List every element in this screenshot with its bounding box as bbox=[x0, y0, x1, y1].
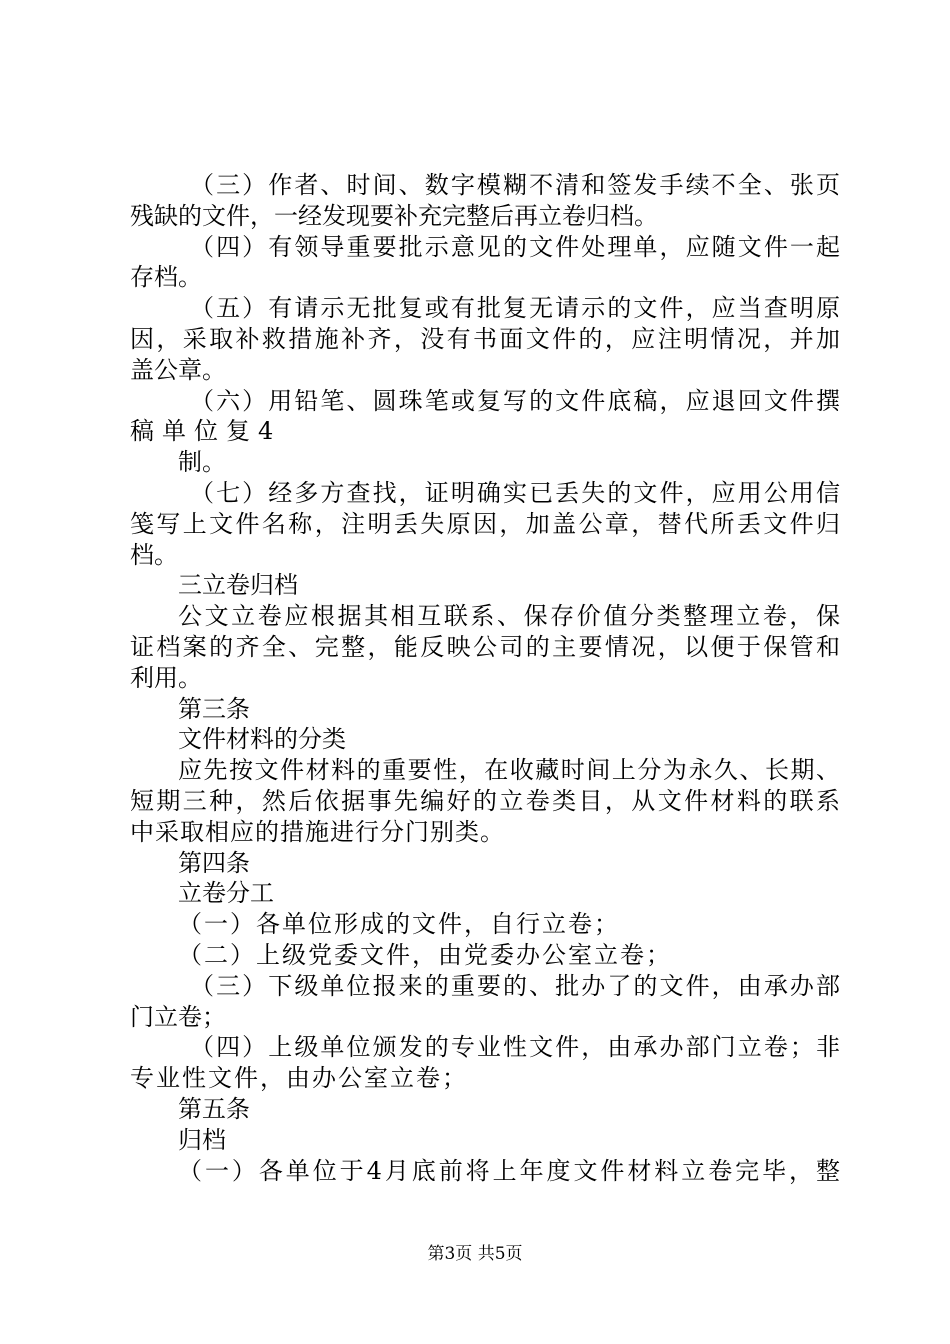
page-number-label: 第3页 共5页 bbox=[427, 1244, 523, 1264]
paragraph-line: （五）有请示无批复或有批复无请示的文件，应当查明原 bbox=[190, 294, 840, 323]
paragraph-line: 门立卷； bbox=[130, 1002, 226, 1031]
paragraph-line: 残缺的文件，一经发现要补充完整后再立卷归档。 bbox=[130, 201, 658, 230]
list-item: （二）上级党委文件，由党委办公室立卷； bbox=[178, 940, 672, 969]
document-body bbox=[130, 170, 840, 1186]
paragraph-line: 证档案的齐全、完整，能反映公司的主要情况，以便于保管和 bbox=[130, 632, 840, 661]
paragraph-line: 档。 bbox=[130, 540, 178, 569]
list-item: （一）各单位于4月底前将上年度文件材料立卷完毕，整 bbox=[178, 1156, 840, 1185]
paragraph-line: （四）有领导重要批示意见的文件处理单，应随文件一起 bbox=[190, 232, 840, 261]
paragraph-line: 应先按文件材料的重要性，在收藏时间上分为永久、长期、 bbox=[178, 756, 840, 785]
paragraph-line: 公文立卷应根据其相互联系、保存价值分类整理立卷，保 bbox=[178, 602, 840, 631]
article-heading: 第五条 bbox=[178, 1094, 250, 1123]
paragraph-line: 利用。 bbox=[130, 663, 202, 692]
list-item: （三）下级单位报来的重要的、批办了的文件，由承办部 bbox=[190, 971, 840, 1000]
paragraph-line: 笺写上文件名称，注明丢失原因，加盖公章，替代所丢文件归 bbox=[130, 509, 840, 538]
page-footer bbox=[0, 1242, 950, 1266]
article-title: 文件材料的分类 bbox=[178, 725, 346, 754]
list-item: （一）各单位形成的文件，自行立卷； bbox=[178, 910, 620, 939]
section-heading: 三立卷归档 bbox=[178, 571, 298, 600]
paragraph-line: 专业性文件，由办公室立卷； bbox=[130, 1064, 468, 1093]
article-title: 归档 bbox=[178, 1125, 226, 1154]
article-heading: 第三条 bbox=[178, 694, 250, 723]
paragraph-line: 存档。 bbox=[130, 263, 202, 292]
paragraph-line: （三）作者、时间、数字模糊不清和签发手续不全、张页 bbox=[190, 171, 840, 199]
paragraph-line: 盖公章。 bbox=[130, 355, 226, 384]
paragraph-line: 短期三种，然后依据事先编好的立卷类目，从文件材料的联系 bbox=[130, 786, 840, 815]
paragraph-line: （六）用铅笔、圆珠笔或复写的文件底稿，应退回文件撰 bbox=[190, 386, 840, 415]
paragraph-line: 因，采取补救措施补齐，没有书面文件的，应注明情况，并加 bbox=[130, 324, 840, 353]
article-title: 立卷分工 bbox=[178, 879, 274, 908]
article-heading: 第四条 bbox=[178, 848, 250, 877]
paragraph-line: 制。 bbox=[178, 448, 226, 477]
list-item: （四）上级单位颁发的专业性文件，由承办部门立卷；非 bbox=[190, 1033, 840, 1062]
paragraph-line: （七）经多方查找，证明确实已丢失的文件，应用公用信 bbox=[190, 478, 840, 507]
paragraph-line: 中采取相应的措施进行分门别类。 bbox=[130, 817, 505, 846]
paragraph-line: 稿单位复4 bbox=[130, 417, 282, 446]
